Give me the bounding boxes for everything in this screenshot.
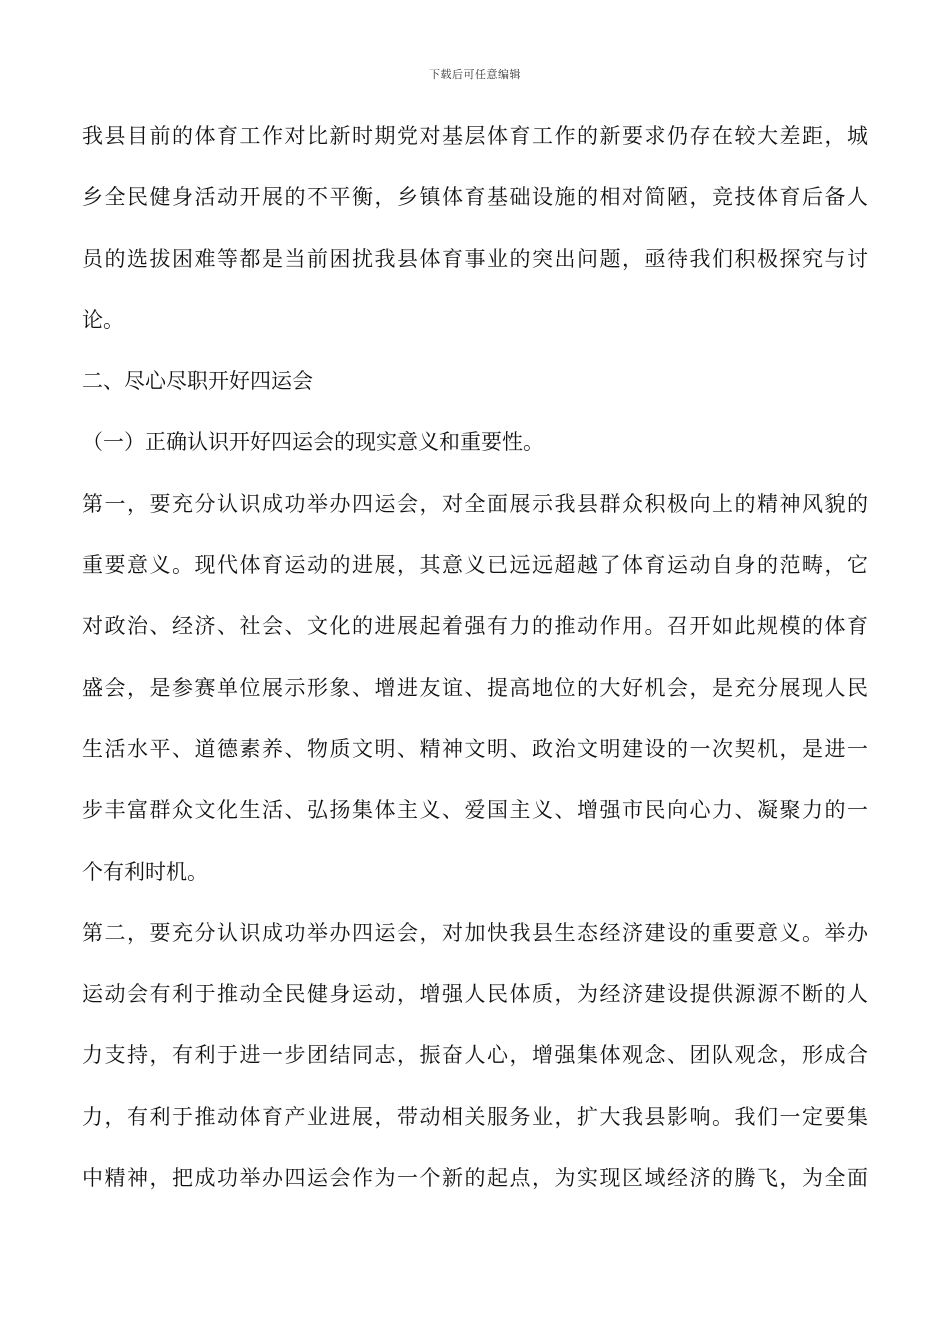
text-line: 步丰富群众文化生活、弘扬集体主义、爱国主义、增强市民向心力、凝聚力的一 (82, 798, 868, 823)
text-line: 对政治、经济、社会、文化的进展起着强有力的推动作用。召开如此规模的体育 (82, 614, 868, 639)
text-line: 力支持，有利于进一步团结同志，振奋人心，增强集体观念、团队观念，形成合 (82, 1043, 868, 1068)
section-heading: 二、尽心尽职开好四运会 (82, 369, 313, 394)
text-line: 生活水平、道德素养、物质文明、精神文明、政治文明建设的一次契机，是进一 (82, 736, 868, 761)
page-header: 下载后可任意编辑 (429, 68, 521, 81)
text-line: 重要意义。现代体育运动的进展，其意义已远远超越了体育运动自身的范畴，它 (82, 553, 868, 578)
text-line: 力，有利于推动体育产业进展，带动相关服务业，扩大我县影响。我们一定要集 (82, 1104, 868, 1129)
subsection-heading: （一）正确认识开好四运会的现实意义和重要性。 (82, 430, 544, 455)
text-line: 运动会有利于推动全民健身运动，增强人民体质，为经济建设提供源源不断的人 (82, 982, 868, 1007)
document-body (82, 106, 868, 1209)
text-line: 乡全民健身活动开展的不平衡，乡镇体育基础设施的相对简陋，竞技体育后备人 (82, 185, 868, 210)
text-line: 中精神，把成功举办四运会作为一个新的起点，为实现区域经济的腾飞，为全面 (82, 1166, 868, 1191)
text-line: 我县目前的体育工作对比新时期党对基层体育工作的新要求仍存在较大差距，城 (82, 124, 868, 148)
text-line: 盛会，是参赛单位展示形象、增进友谊、提高地位的大好机会，是充分展现人民 (82, 675, 868, 700)
text-line: 第一，要充分认识成功举办四运会，对全面展示我县群众积极向上的精神风貌的 (82, 491, 868, 516)
text-line: 第二，要充分认识成功举办四运会，对加快我县生态经济建设的重要意义。举办 (82, 920, 868, 945)
text-line: 员的选拔困难等都是当前困扰我县体育事业的突出问题，亟待我们积极探究与讨 (82, 246, 868, 271)
text-line: 个有利时机。 (82, 859, 208, 884)
text-line: 论。 (82, 307, 124, 332)
